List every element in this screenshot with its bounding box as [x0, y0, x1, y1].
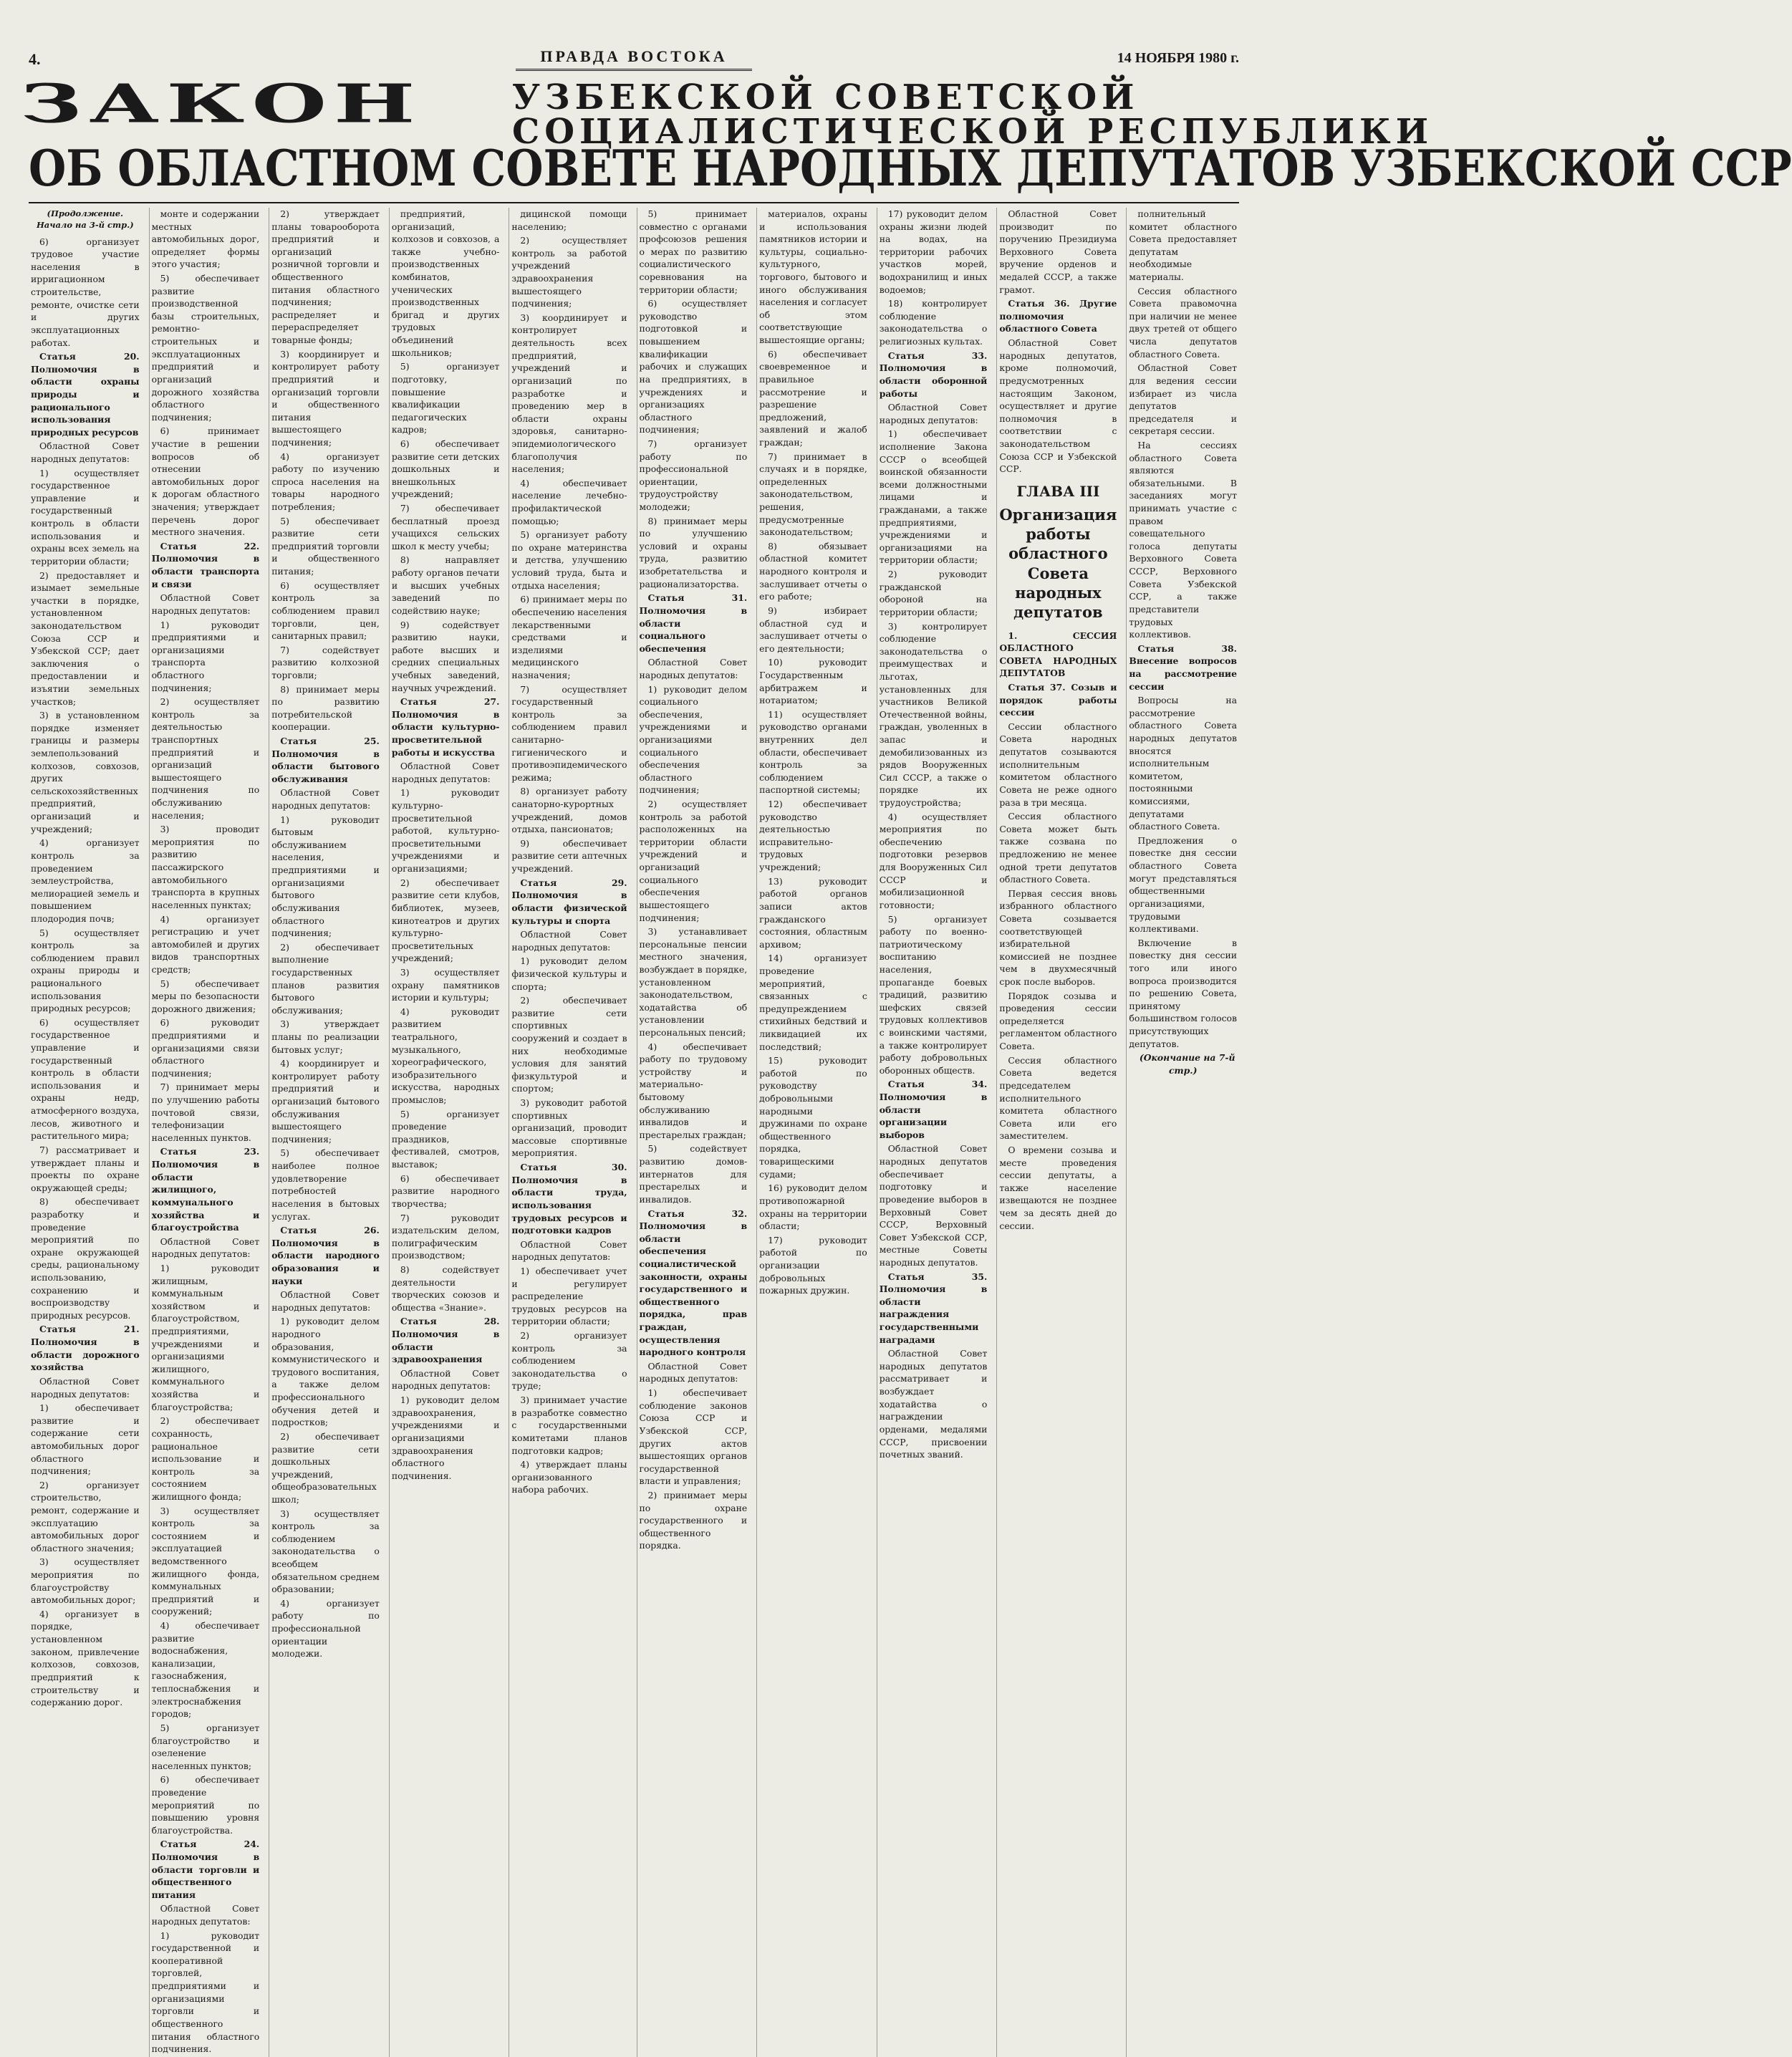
paragraph: 8) обязывает областной комитет народного контроля и заслушивает отчеты о его работе;	[759, 540, 867, 602]
paragraph: 4) организует в порядке, установленном законом, привлечение колхозов, совхозов, предприятий к строительству и содержанию дорог.	[31, 1608, 140, 1708]
paragraph: 4) координирует и контролирует работу предприятий и организаций бытового обслуживания вышестоящего подчинения;	[271, 1058, 380, 1145]
article-heading: Статья 21. Полномочия в области дорожного хозяйства	[31, 1324, 140, 1373]
paragraph: 16) руководит делом противопожарной охраны на территории области;	[759, 1182, 867, 1232]
law-title: ЗАКОН	[20, 72, 423, 135]
republic-line-2: СОЦИАЛИСТИЧЕСКОЙ РЕСПУБЛИКИ	[512, 112, 1434, 152]
paragraph: 1) руководит государственной и кооперативной торговлей, предприятиями и организациями торговли и общественного питания областного подчинения.	[151, 1930, 260, 2055]
paragraph: 8) направляет работу органов печати и высших учебных заведений по содействию науке;	[391, 554, 500, 616]
paragraph: 2) обеспечивает сохранность, рациональное использование и контроль за состоянием жилищного фонда;	[151, 1415, 260, 1502]
article-heading: Статья 32. Полномочия в области обеспечения социалистической законности, охраны государственного и общественного порядка, прав граждан, осуществления народного контроля	[639, 1208, 748, 1358]
column	[29, 208, 142, 2057]
paragraph: Областной Совет народных депутатов:	[31, 440, 140, 465]
paragraph: 3) осуществляет охрану памятников истории и культуры;	[391, 966, 500, 1003]
column	[637, 208, 750, 2057]
headline: ОБ ОБЛАСТНОМ СОВЕТЕ НАРОДНЫХ ДЕПУТАТОВ УЗБЕКСКОЙ ССР	[29, 140, 1792, 198]
paragraph: Областной Совет народных депутатов:	[391, 1367, 500, 1392]
column	[149, 208, 262, 2057]
article-heading: Статья 26. Полномочия в области народного образования и науки	[271, 1225, 380, 1286]
paragraph: 6) руководит предприятиями и организациями связи областного подчинения;	[151, 1017, 260, 1079]
paragraph: 7) организует работу по профессиональной ориентации, трудоустройству молодежи;	[639, 438, 748, 513]
paragraph: Областной Совет народных депутатов:	[31, 1375, 140, 1400]
paragraph: 5) организует работу по охране материнства и детства, улучшению условий труда, быта и отдыха населения;	[511, 529, 627, 591]
paragraph: 5) обеспечивает развитие сети предприятий торговли и общественного питания;	[271, 515, 380, 577]
paragraph: предприятий, организаций, колхозов и совхозов, а также учебно-производственных комбинатов, ученических производственных бригад и других трудовых объединений школьников;	[391, 208, 500, 358]
paragraph: 5) содействует развитию домов-интернатов для престарелых и инвалидов.	[639, 1143, 748, 1205]
paragraph: 6) осуществляет руководство подготовкой и повышением квалификации рабочих и служащих на предприятиях, в учреждениях и организациях областного подчинения;	[639, 298, 748, 435]
paragraph: 14) организует проведение мероприятий, связанных с предупреждением стихийных бедствий и ликвидацией их последствий;	[759, 953, 867, 1052]
paragraph: Областной Совет народных депутатов:	[511, 1238, 627, 1263]
paragraph: 2) утверждает планы товарооборота предприятий и организаций розничной торговли и общественного питания областного подчинения; распределяет и перераспределяет товарные фонды;	[271, 208, 380, 346]
paragraph: Областной Совет народных депутатов:	[879, 402, 988, 425]
paragraph: 4) утверждает планы организованного набора рабочих.	[511, 1459, 627, 1495]
article-heading: Статья 37. Созыв и порядок работы сессии	[999, 682, 1117, 718]
chapter-title: Организация работы областного Совета народных депутатов	[999, 505, 1117, 622]
paragraph: Областной Совет производит по поручению Президиума Верховного Совета вручение орденов и медалей СССР, а также грамот.	[999, 208, 1117, 295]
paragraph: Сессия областного Совета правомочна при наличии не менее двух третей от общего числа депутатов областного Совета.	[1129, 285, 1237, 360]
paragraph: 1) осуществляет государственное управление и государственный контроль в области использования и охраны всех земель на территории области;	[31, 467, 140, 567]
paragraph: 5) организует благоустройство и озеленение населенных пунктов;	[151, 1722, 260, 1771]
paragraph: 6) осуществляет государственное управление и государственный контроль в области использования и охраны недр, атмосферного воздуха, лесов, животного и растительного мира;	[31, 1016, 140, 1142]
paragraph: 18) контролирует соблюдение законодательства о религиозных культах.	[879, 298, 988, 347]
paragraph: 2) организует строительство, ремонт, содержание и эксплуатацию автомобильных дорог областного значения;	[31, 1479, 140, 1553]
paragraph: 5) принимает совместно с органами профсоюзов решения о мерах по развитию социалистического соревнования на территории области;	[639, 208, 748, 295]
paragraph: 2) осуществляет контроль за работой расположенных на территории области учреждений и организаций социального обеспечения вышестоящего подчинения;	[639, 799, 748, 923]
paragraph: 2) руководит гражданской обороной на территории области;	[879, 569, 988, 617]
paragraph: 1) обеспечивает учет и регулирует распределение трудовых ресурсов на территории области;	[511, 1265, 627, 1327]
paragraph: Включение в повестку дня сессии того или иного вопроса производится по решению Совета, принятому большинством голосов присутствующих депутатов.	[1129, 937, 1237, 1049]
paragraph: Вопросы на рассмотрение областного Совета народных депутатов вносятся исполнительным комитетом, постоянными комиссиями, депутатами областного Совета.	[1129, 695, 1237, 832]
paragraph: Областной Совет народных депутатов:	[151, 1235, 260, 1260]
chapter-heading: ГЛАВА III	[1016, 482, 1100, 500]
paragraph: материалов, охраны и использования памятников истории и культуры, социально-культурного, торгового, бытового и иного обслуживания населения и согласует об этом соответствующие вышестоящие органы;	[759, 208, 867, 346]
paragraph: 1) руководит культурно-просветительной работой, культурно-просветительными учреждениями и организациями;	[391, 787, 500, 875]
article-heading: Статья 24. Полномочия в области торговли и общественного питания	[151, 1839, 260, 1900]
paragraph: 7) обеспечивает бесплатный проезд учащихся сельских школ к месту учебы;	[391, 503, 500, 551]
paragraph: 5) организует работу по военно-патриотическому воспитанию населения, пропаганде боевых традиций, развитию шефских связей трудовых коллективов с воинскими частями, а также контролирует работу добровольных оборонных обществ.	[879, 913, 988, 1076]
page-number: 4.	[29, 50, 41, 68]
article-heading: Статья 25. Полномочия в области бытового обслуживания	[271, 735, 380, 784]
paragraph: 6) обеспечивает своевременное и правильное рассмотрение и разрешение предложений, заявлений и жалоб граждан;	[759, 348, 867, 448]
paragraph: На сессиях областного Совета являются обязательными. В заседаниях могут принимать участие с правом совещательного голоса депутаты Верховного Совета СССР, Верховного Совета Узбекской ССР, а также представители трудовых коллективов.	[1129, 439, 1237, 640]
paragraph: 7) руководит издательским делом, полиграфическим производством;	[391, 1212, 500, 1261]
paragraph: Областной Совет народных депутатов:	[391, 761, 500, 784]
paragraph: 12) обеспечивает руководство деятельностью исправительно-трудовых учреждений;	[759, 799, 867, 873]
paragraph: 3) утверждает планы по реализации бытовых услуг;	[271, 1018, 380, 1055]
paragraph: 3) контролирует соблюдение законодательства о преимуществах и льготах, установленных для участников Великой Отечественной войны, граждан, уволенных в запас и демобилизованных из рядов Вооруженных Сил СССР, а также о порядке их трудоустройства;	[879, 620, 988, 809]
paragraph: 8) принимает меры по улучшению условий и охраны труда, развитию изобретательства и рационализаторства.	[639, 515, 748, 589]
paragraph: 3) осуществляет контроль за соблюдением законодательства о всеобщем обязательном среднем образовании;	[271, 1508, 380, 1595]
paragraph: 4) организует работу по профессиональной ориентации молодежи.	[271, 1597, 380, 1659]
paragraph: полнительный комитет областного Совета предоставляет депутатам необходимые материалы.	[1129, 208, 1237, 283]
paragraph: Областной Совет народных депутатов:	[511, 929, 627, 953]
column	[996, 208, 1119, 2057]
article-heading: Статья 27. Полномочия в области культурно-просветительной работы и искусства	[391, 696, 500, 758]
article-columns	[29, 208, 1239, 2055]
paragraph: 8) содействует деятельности творческих союзов и общества «Знание».	[391, 1263, 500, 1313]
paragraph: Областной Совет народных депутатов:	[151, 1903, 260, 1927]
paragraph: 2) осуществляет контроль за работой учреждений здравоохранения вышестоящего подчинения;	[511, 235, 627, 309]
paragraph: 1) обеспечивает развитие и содержание сети автомобильных дорог областного подчинения;	[31, 1402, 140, 1477]
paragraph: 1) обеспечивает соблюдение законов Союза ССР и Узбекской ССР, других актов вышестоящих органов государственной власти и управления;	[639, 1387, 748, 1487]
paragraph: 1) руководит бытовым обслуживанием населения, предприятиями и организациями бытового обслуживания областного подчинения;	[271, 814, 380, 939]
article-heading: 1. СЕССИЯ ОБЛАСТНОГО СОВЕТА НАРОДНЫХ ДЕПУТАТОВ	[999, 630, 1117, 679]
article-heading: Статья 31. Полномочия в области социального обеспечения	[639, 592, 748, 654]
paragraph: 17) руководит работой по организации добровольных пожарных дружин.	[759, 1234, 867, 1296]
masthead	[0, 44, 1268, 73]
article-heading: Статья 28. Полномочия в области здравоохранения	[391, 1316, 500, 1365]
article-heading: Статья 20. Полномочия в области охраны природы и рационального использования природных ресурсов	[31, 351, 140, 438]
paragraph: монте и содержании местных автомобильных дорог, определяет формы этого участия;	[151, 208, 260, 270]
paragraph: 6) обеспечивает проведение мероприятий по повышению уровня благоустройства.	[151, 1774, 260, 1836]
column	[756, 208, 869, 2057]
paragraph: 9) обеспечивает развитие сети аптечных учреждений.	[511, 837, 627, 875]
column	[509, 208, 629, 2057]
paragraph: 4) осуществляет мероприятия по обеспечению подготовки резервов для Вооруженных Сил СССР и мобилизационной готовности;	[879, 811, 988, 910]
article-heading: Статья 35. Полномочия в области награждения государственными наградами	[879, 1271, 988, 1345]
paragraph: 1) руководит предприятиями и организациями транспорта областного подчинения;	[151, 619, 260, 693]
paragraph: 7) принимает в случаях и в порядке, определенных законодательством, решения, предусмотренные законодательством;	[759, 451, 867, 538]
paragraph: Предложения о повестке дня сессии областного Совета могут представляться общественными организациями, трудовыми коллективами.	[1129, 834, 1237, 935]
issue-date: 14 НОЯБРЯ 1980 г.	[1117, 50, 1239, 66]
paragraph: 6) принимает участие в решении вопросов об отнесении автомобильных дорог к дорогам областного значения; утверждает перечень дорог местного значения.	[151, 425, 260, 538]
paragraph: 9) избирает областной суд и заслушивает отчеты о его деятельности;	[759, 604, 867, 654]
paragraph: 1) руководит делом здравоохранения, учреждениями и организациями здравоохранения областного подчинения.	[391, 1394, 500, 1481]
paragraph: 8) принимает меры по развитию потребительской кооперации.	[271, 683, 380, 733]
paragraph: 3) устанавливает персональные пенсии местного значения, возбуждает в порядке, установленном законодательством, ходатайства об установлении персональных пенсий;	[639, 926, 748, 1038]
article-heading: Статья 36. Другие полномочия областного Совета	[999, 298, 1117, 334]
paragraph: 3) проводит мероприятия по развитию пассажирского автомобильного транспорта в крупных населенных пунктах;	[151, 824, 260, 910]
paragraph: Областной Совет народных депутатов:	[151, 592, 260, 616]
paragraph: 6) принимает меры по обеспечению населения лекарственными средствами и изделиями медицинского назначения;	[511, 594, 627, 680]
paragraph: 7) рассматривает и утверждает планы и проекты по охране окружающей среды;	[31, 1144, 140, 1193]
paragraph: 8) организует работу санаторно-курортных учреждений, домов отдыха, пансионатов;	[511, 786, 627, 835]
paragraph: 2) обеспечивает развитие сети клубов, библиотек, музеев, кинотеатров и других культурно-просветительных учреждений;	[391, 877, 500, 964]
paragraph: 7) содействует развитию колхозной торговли;	[271, 644, 380, 680]
paragraph: 4) организует контроль за проведением землеустройства, мелиорацией земель и повышением плодородия почв;	[31, 837, 140, 924]
paragraph: 1) руководит делом народного образования, коммунистического и трудового воспитания, а также делом профессионального обучения детей и подростков;	[271, 1316, 380, 1428]
paragraph: 2) предоставляет и изымает земельные участки в порядке, установленном законодательством Союза ССР и Узбекской ССР; дает заключения о предоставлении и изъятии земельных участков;	[31, 569, 140, 707]
paragraph: 2) обеспечивает развитие сети спортивных сооружений и создает в них необходимые условия для занятий физкультурой и спортом;	[511, 995, 627, 1094]
paragraph: 13) руководит работой органов записи актов гражданского состояния, областным архивом;	[759, 875, 867, 950]
article-heading: Статья 33. Полномочия в области оборонной работы	[879, 350, 988, 399]
paragraph: 3) осуществляет контроль за состоянием и эксплуатацией ведомственного жилищного фонда, коммунальных предприятий и сооружений;	[151, 1505, 260, 1617]
paragraph: Областной Совет народных депутатов:	[639, 1360, 748, 1384]
paragraph: Порядок созыва и проведения сессии определяется регламентом областного Совета.	[999, 990, 1117, 1052]
paragraph: 1) руководит делом социального обеспечения, учреждениями и организациями социального обеспечения областного подчинения;	[639, 683, 748, 796]
paragraph: 4) обеспечивает развитие водоснабжения, канализации, газоснабжения, теплоснабжения и электроснабжения городов;	[151, 1620, 260, 1720]
paragraph: Областной Совет народных депутатов:	[271, 1289, 380, 1313]
paragraph: 4) организует регистрацию и учет автомобилей и других видов транспортных средств;	[151, 913, 260, 975]
paragraph: 5) осуществляет контроль за соблюдением правил охраны природы и рационального использования природных ресурсов;	[31, 927, 140, 1014]
paragraph: 2) осуществляет контроль за деятельностью транспортных предприятий и организаций вышестоящего подчинения по обслуживанию населения;	[151, 696, 260, 821]
paragraph: 2) обеспечивает выполнение государственных планов развития бытового обслуживания;	[271, 941, 380, 1016]
paragraph: Областной Совет народных депутатов:	[639, 657, 748, 680]
paragraph: 5) обеспечивает развитие производственной базы строительных, ремонтно-строительных и эксплуатационных предприятий и организаций дорожного хозяйства областного подчинения;	[151, 273, 260, 423]
article-heading: Статья 22. Полномочия в области транспорта и связи	[151, 540, 260, 589]
paragraph: 5) обеспечивает меры по безопасности дорожного движения;	[151, 978, 260, 1014]
republic-line-1: УЗБЕКСКОЙ СОВЕТСКОЙ	[512, 77, 1140, 117]
paragraph: 6) организует трудовое участие населения в ирригационном строительстве, ремонте, очистке сети и других эксплуатационных работах.	[31, 236, 140, 348]
paragraph: 7) принимает меры по улучшению работы почтовой связи, телефонизации населенных пунктов.	[151, 1082, 260, 1143]
column	[269, 208, 382, 2057]
paragraph: Областной Совет для ведения сессии избирает из числа депутатов председателя и секретаря сессии.	[1129, 362, 1237, 437]
paragraph: Областной Совет народных депутатов обеспечивает подготовку и проведение выборов в Верховный Совет СССР, Верховный Совет Узбекской ССР, местные Советы народных депутатов.	[879, 1143, 988, 1268]
paragraph: Сессия областного Совета может быть также созвана по предложению не менее одной трети депутатов областного Совета.	[999, 811, 1117, 885]
paragraph: 1) обеспечивает исполнение Закона СССР о всеобщей воинской обязанности всеми должностными лицами и гражданами, а также предприятиями, учреждениями и организациями на территории области;	[879, 428, 988, 566]
paragraph: 4) обеспечивает население лечебно-профилактической помощью;	[511, 477, 627, 526]
paragraph: Областной Совет народных депутатов рассматривает и возбуждает ходатайства о награждении орденами, медалями СССР, присвоении почетных званий.	[879, 1348, 988, 1460]
headline-rule	[29, 202, 1239, 203]
paragraph: 6) обеспечивает развитие народного творчества;	[391, 1172, 500, 1209]
article-heading: Статья 38. Внесение вопросов на рассмотрение сессии	[1129, 642, 1237, 692]
paragraph: 3) координирует и контролирует деятельность всех предприятий, учреждений и организаций по разработке и проведению мер в области охраны здоровья, санитарно-эпидемиологического благополучия населения;	[511, 312, 627, 475]
paragraph: Областной Совет народных депутатов, кроме полномочий, предусмотренных настоящим Законом, осуществляет и другие полномочия в соответствии с законодательством Союза ССР и Узбекской ССР.	[999, 337, 1117, 475]
paragraph: 5) обеспечивает наиболее полное удовлетворение потребностей населения в бытовых услугах.	[271, 1147, 380, 1222]
paragraph: Первая сессия вновь избранного областного Совета созывается соответствующей избирательной комиссией не позднее чем в двухмесячный срок после выборов.	[999, 887, 1117, 988]
paragraph: 4) обеспечивает работу по трудовому устройству и материально-бытовому обслуживанию инвалидов и престарелых граждан;	[639, 1041, 748, 1140]
article-heading: Статья 30. Полномочия в области труда, использования трудовых ресурсов и подготовки кадров	[511, 1162, 627, 1236]
column	[877, 208, 990, 2057]
article-heading: Статья 34. Полномочия в области организации выборов	[879, 1079, 988, 1140]
paragraph: 2) принимает меры по охране государственного и общественного порядка.	[639, 1489, 748, 1551]
paragraph: 4) руководит развитием театрального, музыкального, хореографического, изобразительного искусства, народных промыслов;	[391, 1006, 500, 1106]
paragraph: 17) руководит делом охраны жизни людей на водах, на территории рабочих участков морей, водохранилищ и иных водоемов;	[879, 208, 988, 295]
paragraph: 6) осуществляет контроль за соблюдением правил торговли, цен, санитарных правил;	[271, 579, 380, 642]
paragraph: 3) осуществляет мероприятия по благоустройству автомобильных дорог;	[31, 1556, 140, 1606]
continuation-note: (Окончание на 7-й стр.)	[1139, 1052, 1235, 1076]
paragraph: Областной Совет народных депутатов:	[271, 787, 380, 811]
newspaper-name: ПРАВДА ВОСТОКА	[540, 47, 728, 65]
paragraph: 15) руководит работой по руководству добровольными народными дружинами по охране общественного порядка, товарищескими судами;	[759, 1055, 867, 1180]
paragraph: дицинской помощи населению;	[511, 208, 627, 232]
paragraph: 9) содействует развитию науки, работе высших и средних специальных учебных заведений, научных учреждений.	[391, 619, 500, 693]
paragraph: 2) обеспечивает развитие сети дошкольных учреждений, общеобразовательных школ;	[271, 1430, 380, 1505]
paragraph: 11) осуществляет руководство органами внутренних дел области, обеспечивает контроль за соблюдением паспортной системы;	[759, 708, 867, 796]
paragraph: 4) организует работу по изучению спроса населения на товары народного потребления;	[271, 451, 380, 513]
paragraph: 7) осуществляет государственный контроль за соблюдением правил санитарно-гигиенического и противоэпидемического режима;	[511, 683, 627, 783]
paragraph: 1) руководит жилищным, коммунальным хозяйством и благоустройством, предприятиями, учреждениями и организациями жилищного, коммунального хозяйства и благоустройства;	[151, 1262, 260, 1412]
paragraph: Сессия областного Совета ведется председателем исполнительного комитета областного Совета или его заместителем.	[999, 1054, 1117, 1142]
continuation-note: (Продолжение. Начало на 3-й стр.)	[36, 208, 134, 231]
column	[1126, 208, 1239, 2057]
paragraph: 3) руководит работой спортивных организаций, проводит массовые спортивные мероприятия.	[511, 1097, 627, 1159]
article-heading: Статья 29. Полномочия в области физической культуры и спорта	[511, 877, 627, 926]
paragraph: 1) руководит делом физической культуры и спорта;	[511, 955, 627, 992]
paragraph: 3) координирует и контролирует работу предприятий и организаций торговли и общественного питания вышестоящего подчинения;	[271, 348, 380, 448]
paragraph: Сессии областного Совета народных депутатов созываются исполнительным комитетом областного Совета не реже одного раза в три месяца.	[999, 721, 1117, 808]
masthead-rule	[516, 69, 752, 71]
paragraph: О времени созыва и месте проведения сессии депутаты, а также население извещаются не позднее чем за десять дней до сессии.	[999, 1144, 1117, 1231]
paragraph: 10) руководит Государственным арбитражем и нотариатом;	[759, 657, 867, 706]
column	[389, 208, 502, 2057]
paragraph: 3) в установленном порядке изменяет границы и размеры землепользований колхозов, совхозов, других сельскохозяйственных предприятий, организаций и учреждений;	[31, 710, 140, 834]
paragraph: 2) организует контроль за соблюдением законодательства о труде;	[511, 1330, 627, 1392]
paragraph: 6) обеспечивает развитие сети детских дошкольных и внешкольных учреждений;	[391, 438, 500, 500]
paragraph: 5) организует проведение праздников, фестивалей, смотров, выставок;	[391, 1108, 500, 1170]
paragraph: 8) обеспечивает разработку и проведение мероприятий по охране окружающей среды, рациональному использованию, сохранению и воспроизводству природных ресурсов.	[31, 1196, 140, 1321]
article-heading: Статья 23. Полномочия в области жилищного, коммунального хозяйства и благоустройства	[151, 1146, 260, 1233]
paragraph: 3) принимает участие в разработке совместно с государственными комитетами планов подготовки кадров;	[511, 1394, 627, 1456]
paragraph: 5) организует подготовку, повышение квалификации педагогических кадров;	[391, 361, 500, 435]
